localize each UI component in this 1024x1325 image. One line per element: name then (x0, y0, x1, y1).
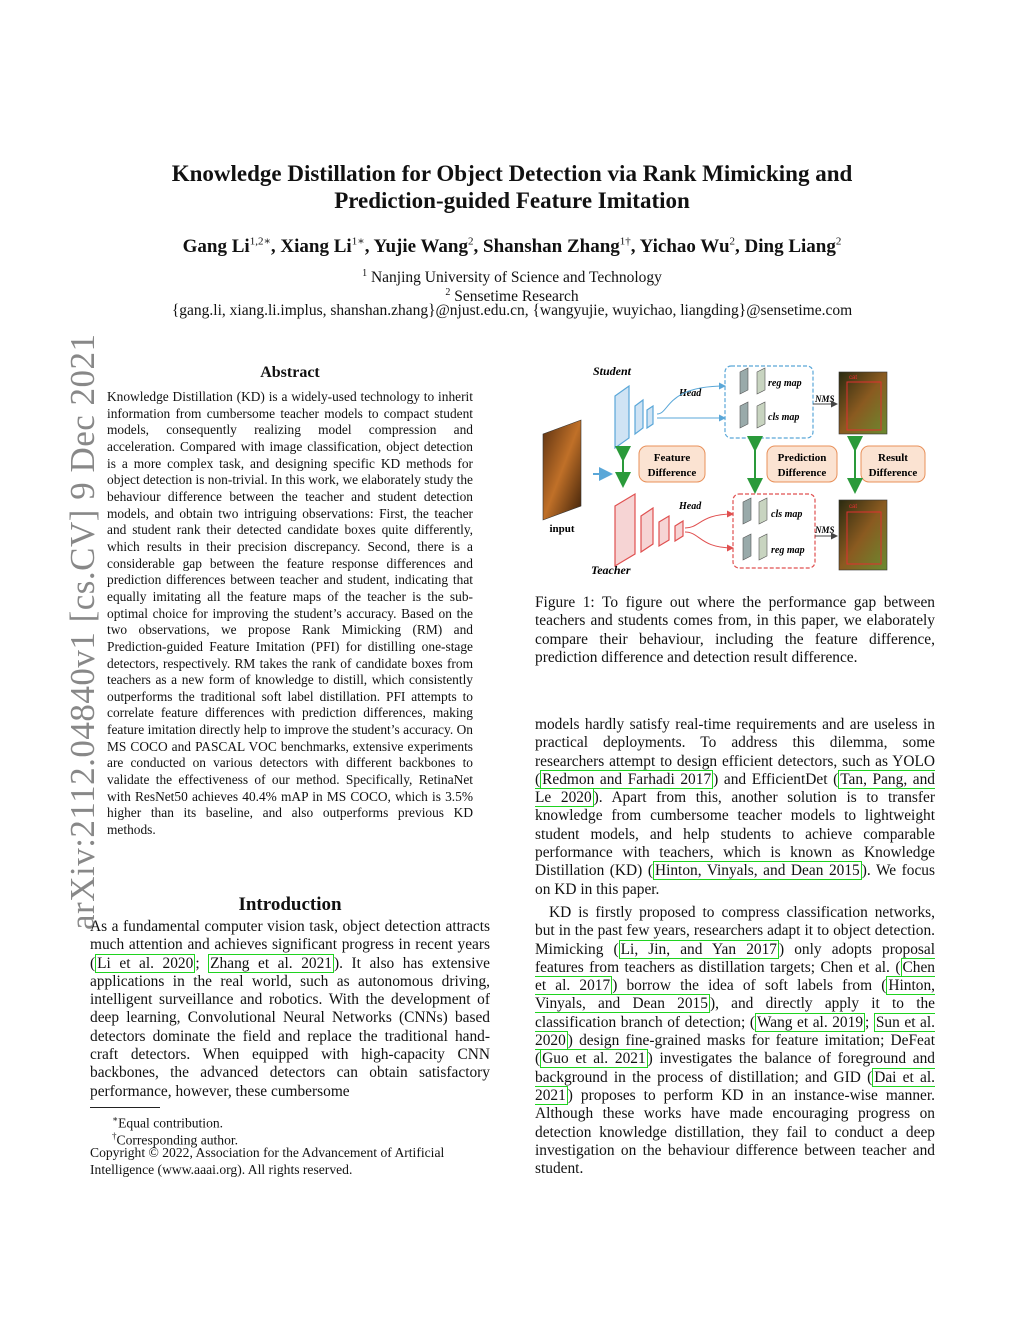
citation-link[interactable]: Chen et al. 2017 (535, 958, 935, 995)
svg-text:Result: Result (878, 452, 908, 464)
right-paragraph-2: KD is firstly proposed to compress classification networks, but in the past few years, researchers adapt it to object detection. Mimicking ( Li, Jin, and Yan 2017 ) only adopts proposal features from teachers as distillation targets; Chen et al. ( Chen et al. 2017 ) borrow the idea of soft labels from ( Hinton, Vinyals, and Dean 2015 ), and directly apply it to the classification branch of detection; ( Wang et al. 2019 ; Sun et al. 2020 ) design fine-grained masks for feature imitation; DeFeat ( Guo et al. 2021 ) investigates the balance of foreground and background in the process of distillation; and GID ( Dai et al. 2021 ) proposes to perform KD in an instance-wise manner. Although these works have made encouraging progress on detection knowledge distillation, they fail to conduct a deep investigation on the behaviour difference between teacher and student. (535, 904, 936, 1178)
svg-text:Feature: Feature (653, 452, 691, 464)
author: Yujie Wang$^2$, (373, 236, 483, 258)
citation-link[interactable]: Hinton, Vinyals, and Dean 2015 (654, 862, 860, 880)
introduction-heading: Introduction (238, 894, 342, 915)
abstract-body: Knowledge Distillation (KD) is a widely-used technology to inherit information from cumbersome teacher models to compact student models, consequently realizing model compression and acceleration. Compared with image classification, object detection is a more complex task, and designing specific KD methods for object detection is non-trivial. In this work, we elaborately study the behaviour difference between the teacher and student detection models, and obtain two intriguing observations: First, the teacher and student rank their detected candidate boxes quite differently, which results in their precision discrepancy. Second, there is a considerable gap between the feature response differences and prediction differences between teacher and student, indicating that equally imitating all the feature maps of the teacher is the sub-optimal choice for improving the student’s accuracy. Based on the two observations, we propose Rank Mimicking (RM) and Prediction-guided Feature Imitation (PFI) for distilling one-stage detectors, respectively. RM takes the rank of candidate boxes from teachers as a new form of knowledge to distill, which consistently outperforms the traditional soft label distillation. PFI attempts to correlate feature differences with prediction differences, making feature imitation directly help to improve the student’s accuracy. On MS COCO and PASCAL VOC benchmarks, extensive experiments are conducted on various detectors with different backbones to validate the effectiveness of our method. Specifically, RetinaNet with ResNet50 achieves 40.4% mAP in MS COCO, which is 3.5% higher than its baseline, and also outperforms previous KD methods. (107, 389, 473, 838)
feature-difference-box (639, 446, 705, 482)
svg-text:Difference: Difference (868, 467, 918, 479)
abstract-heading: Abstract (260, 364, 320, 381)
author-emails: {gang.li, xiang.li.implus, shanshan.zhang}@njust.edu.cn, {wangyujie, wuyichao, liangding}@sensetime.com (171, 302, 853, 319)
result-difference-box (861, 446, 925, 482)
teacher-reg-map-label: reg map (771, 545, 805, 556)
student-nms-label: NMS (815, 394, 835, 404)
footnote-corresponding-author: †Corresponding author. (112, 1131, 239, 1148)
right-paragraph-1: models hardly satisfy real-time requirements and are useless in practical deployments. To address this dilemma, some researchers attempt to design efficient detectors, such as YOLO ( Redmon and Farhadi 2017 ) and EfficientDet ( Tan, Pang, and Le 2020 ). Apart from this, another solution is to transfer knowledge from cumbersome teacher models to lightweight student models, and help students to achieve comparable performance with teachers, which is known as Knowledge Distillation (KD) ( Hinton, Vinyals, and Dean 2015 ). We focus on KD in this paper. (535, 716, 936, 898)
citation-link[interactable]: Wang et al. 2019 (756, 1013, 864, 1031)
prediction-difference-box (767, 446, 837, 482)
copyright-notice: Copyright © 2022, Association for the Advancement of Artificial Intelligence (www.aaai.org). All rights reserved. (90, 1145, 445, 1177)
teacher-cat-label: cat (849, 504, 858, 510)
student-backbone (615, 386, 653, 448)
citation-link[interactable]: Sun et al. 2020 (535, 1013, 936, 1050)
student-reg-map (740, 368, 765, 394)
svg-text:Difference: Difference (777, 467, 827, 479)
citation-link[interactable]: Redmon and Farhadi 2017 (542, 770, 712, 788)
svg-text:Difference: Difference (647, 467, 697, 479)
footnote-rule (90, 1107, 160, 1108)
teacher-head-label: Head (679, 501, 702, 512)
teacher-label: Teacher (591, 563, 631, 577)
citation-link[interactable]: Tan, Pang, and Le 2020 (535, 770, 936, 807)
arxiv-stamp: arXiv:2112.04840v1 [cs.CV] 9 Dec 2021 (63, 333, 102, 930)
intro-paragraph-1: As a fundamental computer vision task, object detection attracts much attention and achieves significant progress in recent years ( Li et al. 2020 ; Zhang et al. 2021 ). It also has extensive applications in the real world, such as autonomous driving, intelligent surveillance and robotics. With the development of deep learning, Convolutional Neural Networks (CNNs) based detectors dominate the field and replace the traditional hand-craft detectors. When equipped with high-capacity CNN backbones, the advanced detectors can obtain satisfactory performance, however, these cumbersome (90, 918, 490, 1100)
citation-link[interactable]: Zhang et al. 2021 (210, 954, 332, 972)
student-cat-label: cat (849, 375, 858, 381)
author: Ding Liang$^2$ (744, 236, 842, 258)
student-cls-map (740, 402, 765, 428)
teacher-cls-map (743, 498, 767, 524)
student-label: Student (593, 364, 632, 378)
student-head-box (725, 366, 813, 438)
teacher-result-image (839, 500, 887, 570)
author: Yichao Wu$^2$, (639, 236, 745, 258)
citation-link[interactable]: Guo et al. 2021 (542, 1050, 646, 1068)
author: Xiang $Li^{1∗}$, (280, 236, 374, 258)
citation-link[interactable]: Dai et al. 2021 (535, 1068, 935, 1104)
figure-1-caption: Figure 1: To figure out where the performance gap between teachers and students comes from, in this paper, we elaborately compare their behaviour, including the feature difference, prediction difference and detection result difference. (535, 594, 935, 666)
title-line-2: Prediction-guided Feature Imitation (334, 188, 690, 213)
student-result-image (839, 372, 887, 434)
author: Shanshan Zhang$^{1\dagger}$, (483, 236, 640, 258)
student-cls-map-label: cls map (768, 412, 800, 423)
author: Gang $Li^{1,2∗}$, (182, 236, 281, 258)
teacher-backbone (615, 494, 683, 566)
input-label: input (549, 523, 575, 535)
citation-link[interactable]: Li, Jin, and Yan 2017 (620, 940, 777, 958)
title-line-1: Knowledge Distillation for Object Detection via Rank Mimicking and (171, 161, 853, 186)
affiliation-2: $^2$ Sensetime Research (445, 287, 579, 306)
affiliation-1: $^1$ Nanjing University of Science and Technology (362, 268, 662, 287)
svg-text:Prediction: Prediction (777, 452, 827, 464)
citation-link[interactable]: Hinton, Vinyals, and Dean 2015 (535, 977, 935, 1013)
student-head-label: Head (679, 388, 702, 399)
teacher-cls-map-label: cls map (771, 509, 803, 520)
author-list (60, 235, 964, 258)
teacher-reg-map (743, 534, 767, 560)
teacher-nms-label: NMS (815, 525, 835, 535)
input-image (543, 420, 581, 520)
student-reg-map-label: reg map (768, 378, 802, 389)
footnote-equal-contribution: ∗Equal contribution. (112, 1114, 224, 1131)
citation-link[interactable]: Li et al. 2020 (97, 954, 194, 972)
figure-1 (535, 356, 935, 586)
paper-title (80, 160, 944, 214)
